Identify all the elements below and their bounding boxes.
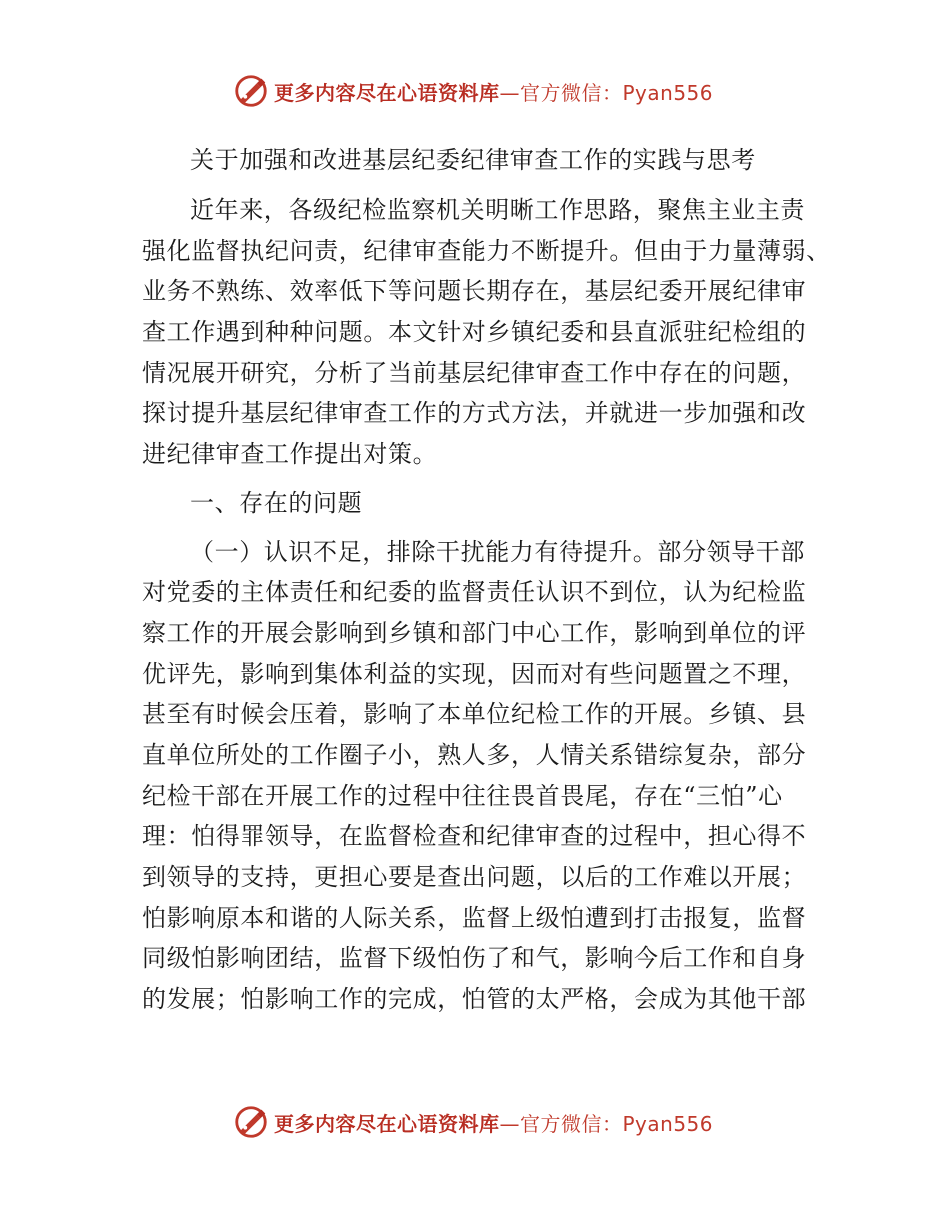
text-line: 甚至有时候会压着，影响了本单位纪检工作的开展。乡镇、县: [142, 700, 807, 729]
text-line: 近年来，各级纪检监察机关明晰工作思路，聚焦主业主责: [190, 196, 805, 224]
text-line: 探讨提升基层纪律审查工作的方式方法，并就进一步加强和改: [142, 399, 807, 428]
text-line: 到领导的支持，更担心要是查出问题，以后的工作难以开展；: [142, 863, 807, 891]
document-body: [142, 190, 831, 1020]
text-line: 业务不熟练、效率低下等问题长期存在，基层纪委开展纪律审: [142, 277, 807, 306]
text-line: 查工作遇到种种问题。本文针对乡镇纪委和县直派驻纪检组的: [142, 318, 807, 347]
text-line: 对党委的主体责任和纪委的监督责任认识不到位，认为纪检监: [142, 578, 807, 607]
watermark-text-light: 官方微信：: [520, 80, 623, 105]
watermark-wechat-id: Pyan556: [622, 80, 714, 105]
watermark-text-bold: 更多内容尽在心语资料库: [274, 80, 500, 105]
watermark-text: [274, 77, 713, 106]
text-line: （一）认识不足，排除干扰能力有待提升。部分领导干部: [190, 537, 805, 566]
text-line: 察工作的开展会影响到乡镇和部门中心工作，影响到单位的评: [142, 618, 807, 647]
intro-paragraph: [142, 190, 831, 475]
text-line: 进纪律审查工作提出对策。: [142, 440, 438, 469]
text-line: 理：怕得罪领导，在监督检查和纪律审查的过程中，担心得不: [142, 822, 807, 851]
watermark-text: [274, 1108, 713, 1137]
text-line: 怕影响原本和谐的人际关系，监督上级怕遭到打击报复，监督: [142, 903, 807, 932]
pen-logo-icon: [232, 72, 270, 110]
section-heading: 一、存在的问题: [190, 488, 363, 517]
text-line: 纪检干部在开展工作的过程中往往畏首畏尾，存在“三怕”心: [142, 781, 783, 810]
watermark-banner-bottom: [232, 1102, 713, 1142]
pen-logo-icon: [232, 1103, 270, 1141]
text-line: 直单位所处的工作圈子小，熟人多，人情关系错综复杂，部分: [142, 740, 807, 769]
document-title: 关于加强和改进基层纪委纪律审查工作的实践与思考: [190, 146, 756, 174]
text-line: 强化监督执纪问责，纪律审查能力不断提升。但由于力量薄弱、: [142, 236, 831, 265]
watermark-wechat-id: Pyan556: [622, 1111, 714, 1136]
text-line: 同级怕影响团结，监督下级怕伤了和气，影响今后工作和自身: [142, 944, 807, 973]
watermark-separator: —: [499, 80, 520, 105]
problem-paragraph: [142, 532, 822, 1020]
watermark-banner-top: [232, 71, 713, 111]
text-line: 的发展；怕影响工作的完成，怕管的太严格，会成为其他干部: [142, 985, 807, 1014]
watermark-separator: —: [499, 1111, 520, 1136]
watermark-text-light: 官方微信：: [520, 1111, 623, 1136]
watermark-text-bold: 更多内容尽在心语资料库: [274, 1111, 500, 1136]
text-line: 情况展开研究，分析了当前基层纪律审查工作中存在的问题，: [142, 358, 807, 387]
text-line: 优评先，影响到集体利益的实现，因而对有些问题置之不理，: [142, 659, 807, 688]
